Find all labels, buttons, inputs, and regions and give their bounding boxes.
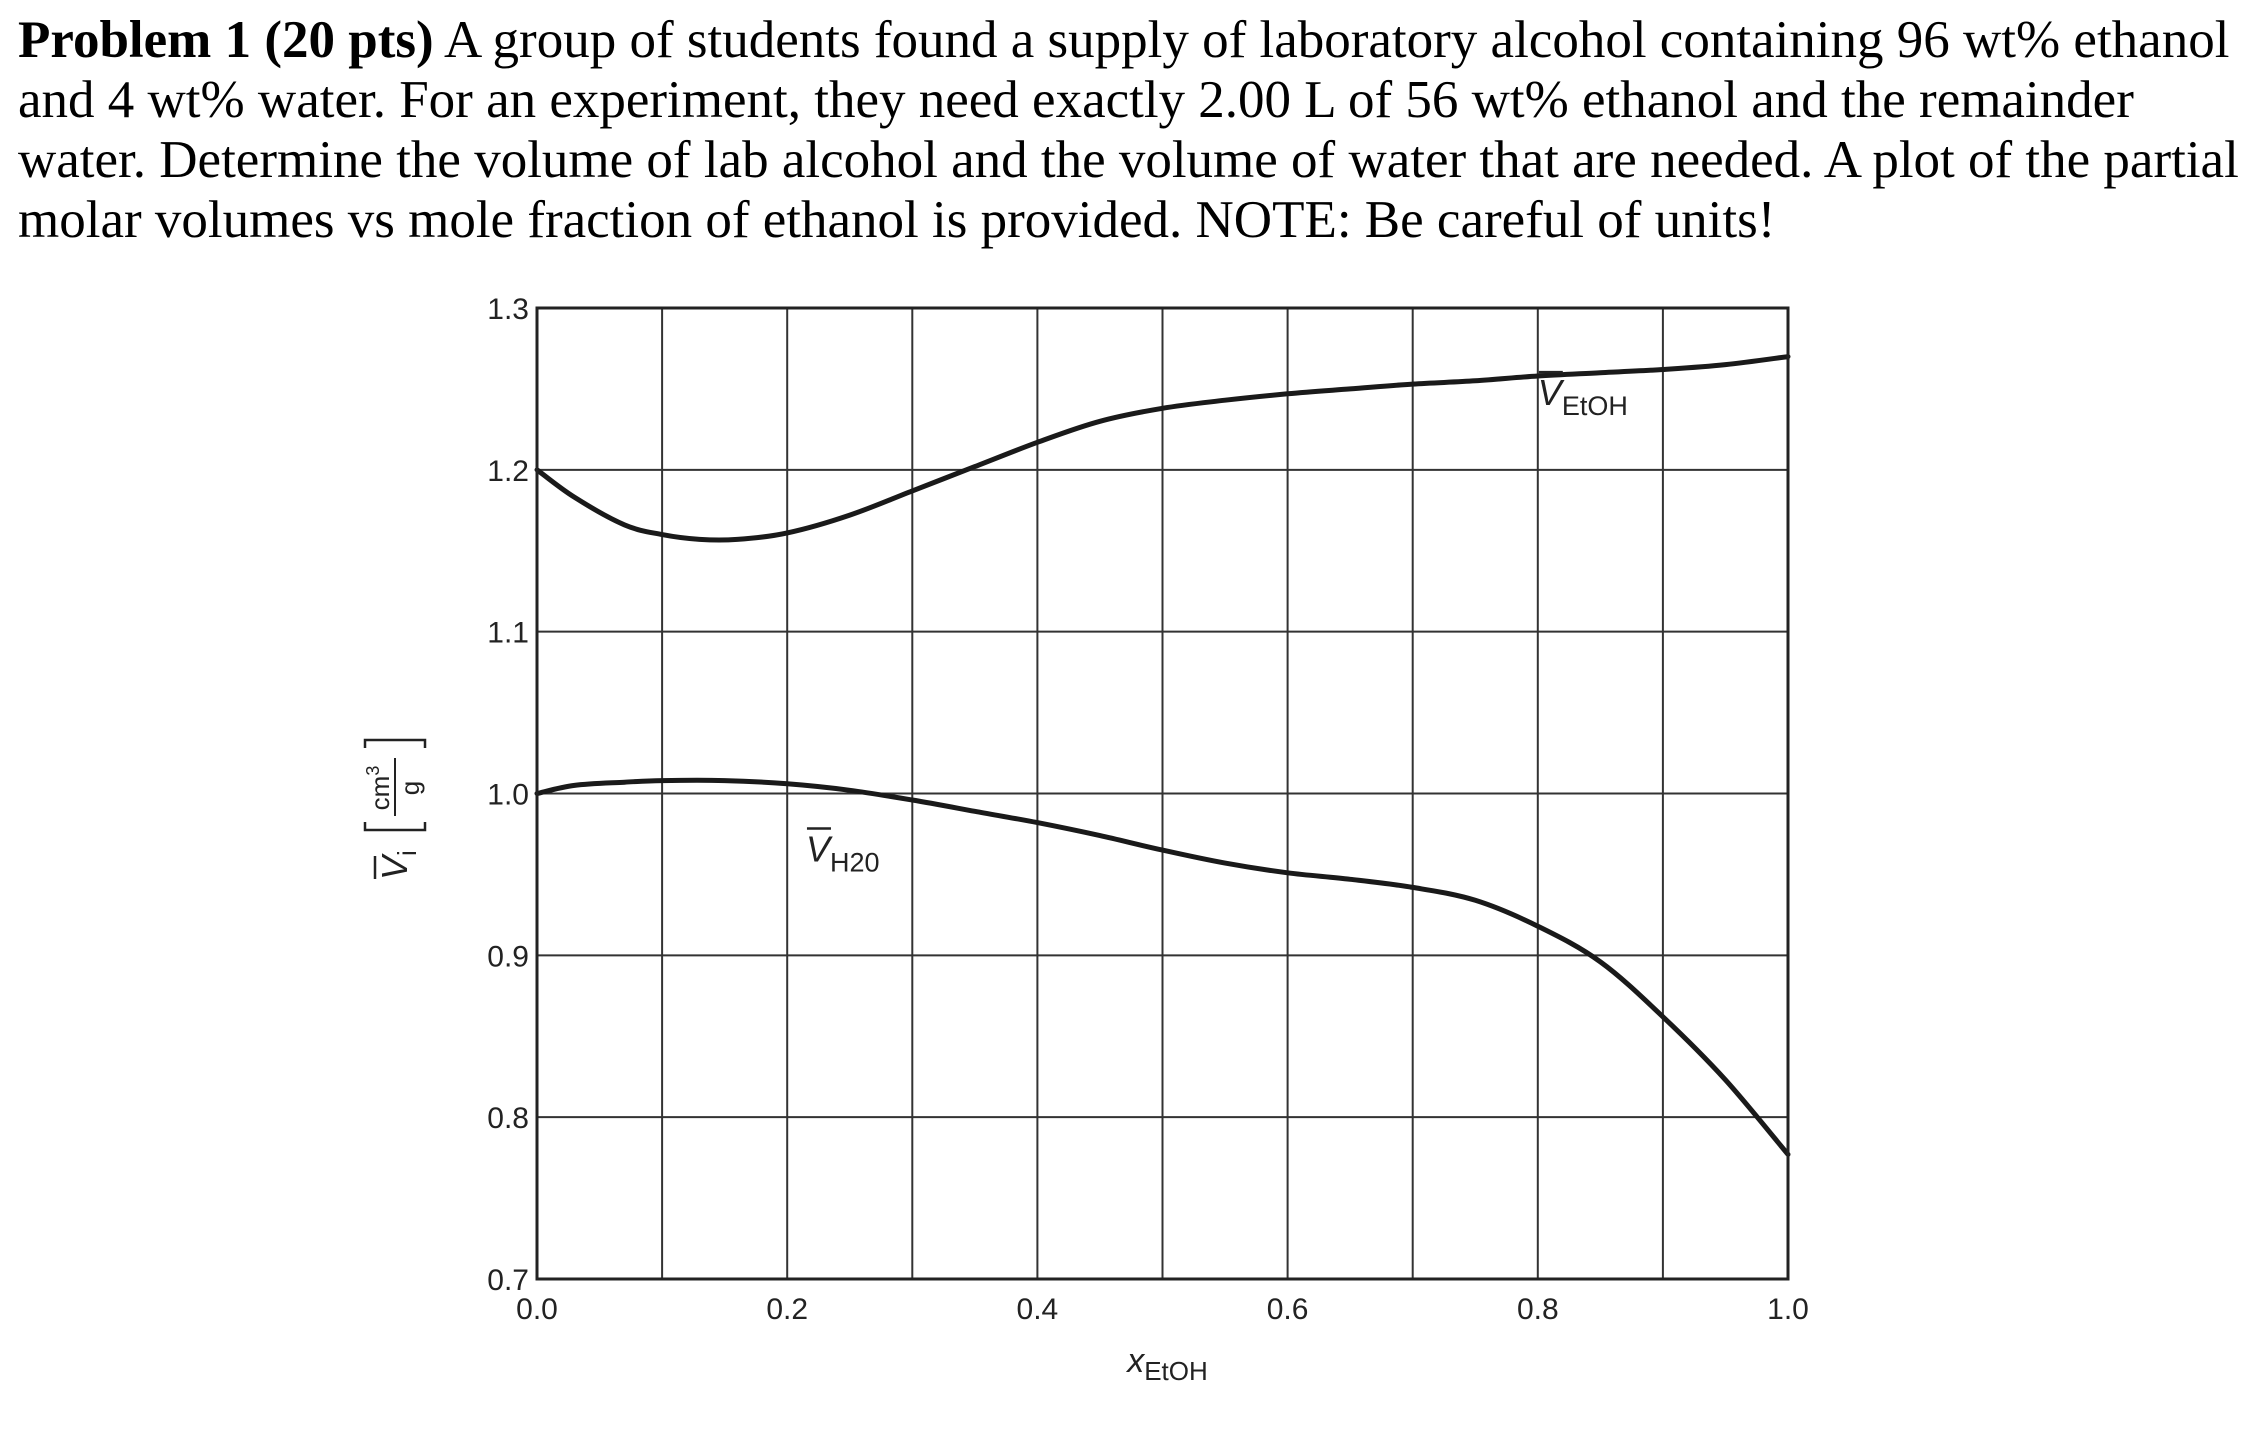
x-tick-label: 1.0	[1767, 1293, 1809, 1326]
unit-bracket-left	[365, 822, 425, 830]
y-tick-label: 1.2	[487, 454, 529, 488]
problem-body: A group of students found a supply of laboratory alcohol containing 96 wt% ethanol and 4 wt% water. For an experiment, they need exactly 2.00 L of 56 wt% ethanol and the remainder water. Determine the volume of lab alcohol and the volume of water that are needed. A plot of the partial molar volumes vs mole fraction of ethanol is provided. NOTE: Be careful of units!	[18, 11, 2239, 249]
tick-labels	[487, 293, 1809, 1326]
grid	[537, 308, 1788, 1279]
problem-heading: Problem 1 (20 pts)	[18, 11, 434, 69]
y-tick-label: 1.0	[487, 778, 529, 812]
y-tick-label: 1.1	[487, 616, 529, 650]
y-tick-label: 0.8	[487, 1102, 529, 1136]
series-label-text: $V_{EtOH}$	[1537, 372, 1628, 422]
y-axis-title-symbol: $V_i$	[374, 850, 422, 880]
x-axis-title: $x_{EtOH}$	[1127, 1342, 1208, 1386]
series-label-text: $V_{H20}$	[805, 828, 880, 878]
series-label-etoh	[1538, 372, 1628, 421]
x-tick-label: 0.2	[766, 1293, 809, 1326]
unit-numerator: $cm^3$	[363, 765, 395, 811]
series-label-h2o	[806, 828, 880, 877]
x-tick-label: 0.6	[1266, 1293, 1309, 1326]
unit-denominator: g	[395, 780, 425, 796]
y-axis-title	[363, 740, 425, 880]
y-tick-label: 0.7	[487, 1264, 529, 1297]
y-tick-label: 1.3	[487, 293, 529, 326]
x-tick-label: 0.4	[1016, 1293, 1059, 1326]
unit-bracket-right	[365, 740, 425, 748]
x-tick-label: 0.8	[1516, 1293, 1559, 1326]
x-tick-label: 0.0	[516, 1293, 558, 1326]
y-tick-label: 0.9	[487, 940, 529, 974]
